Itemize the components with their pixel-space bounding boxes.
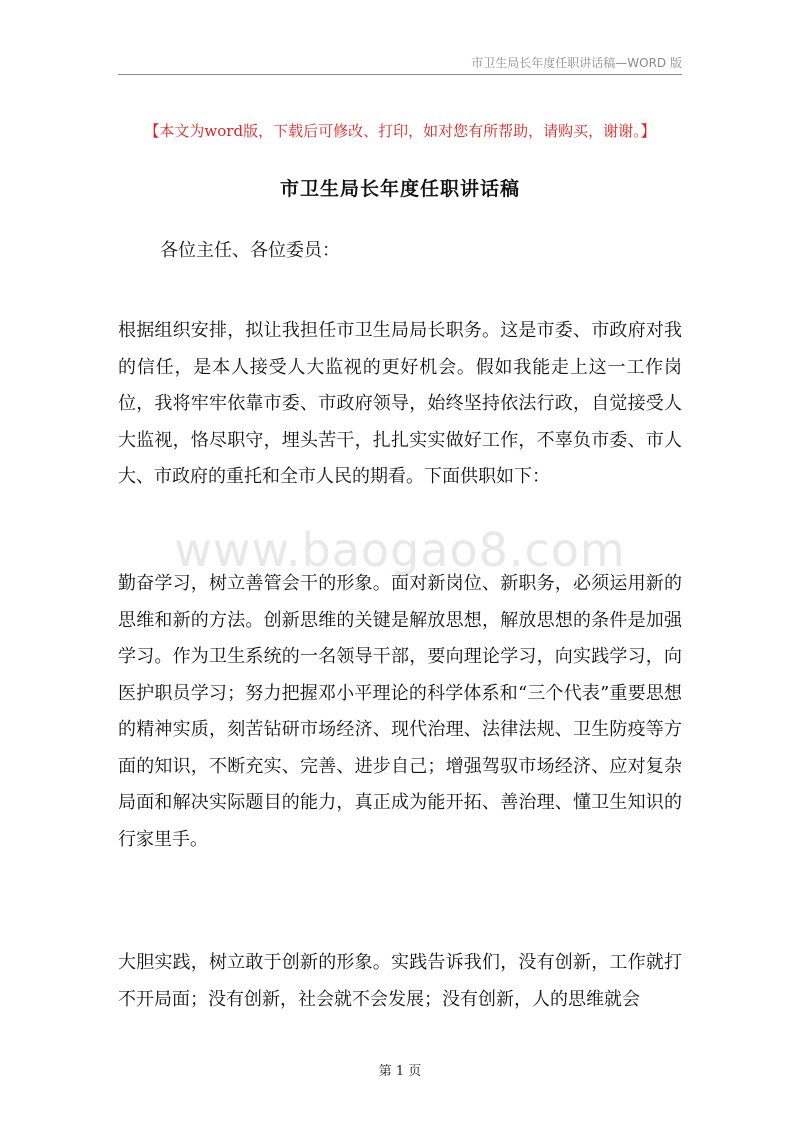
body-paragraph-1: 根据组织安排，拟让我担任市卫生局局长职务。这是市委、市政府对我的信任，是本人接受人大监视的更好机会。假如我能走上这一工作岗位，我将牢牢依靠市委、市政府领导，始终坚持依法行政，自觉接受人大监视，恪尽职守，埋头苦干，扎扎实实做好工作，不辜负市委、市人大、市政府的重托和全市人民的期看。下面供职如下： — [118, 320, 682, 487]
salutation: 各位主任、各位委员： — [160, 240, 340, 261]
page-number: 第 1 页 — [378, 1064, 422, 1079]
download-notice: 【本文为word版，下载后可修改、打印，如对您有所帮助，请购买，谢谢。】 — [144, 122, 656, 140]
body-paragraph-3: 大胆实践，树立敢于创新的形象。实践告诉我们，没有创新，工作就打不开局面；没有创新，社会就不会发展；没有创新，人的思维就会 — [118, 952, 682, 1010]
document-title: 市卫生局长年度任职讲话稿 — [279, 178, 520, 200]
body-paragraph-2: 勤奋学习，树立善管会干的形象。面对新岗位、新职务，必须运用新的思维和新的方法。创新思维的关键是解放思想，解放思想的条件是加强学习。作为卫生系统的一名领导干部，要向理论学习，向实践学习，向医护职员学习；努力把握邓小平理论的科学体系和“三个代表”重要思想的精神实质，刻苦钻研市场经济、现代治理、法律法规、卫生防疫等方面的知识，不断充实、完善、进步自己；增强驾驭市场经济、应对复杂局面和解决实际题目的能力，真正成为能开拓、善治理、懂卫生知识的行家里手。 — [118, 573, 682, 850]
header-divider — [118, 74, 682, 75]
site-watermark: www.baogao8.com — [174, 523, 626, 577]
running-header: 市卫生局长年度任职讲话稿—WORD 版 — [471, 56, 682, 70]
